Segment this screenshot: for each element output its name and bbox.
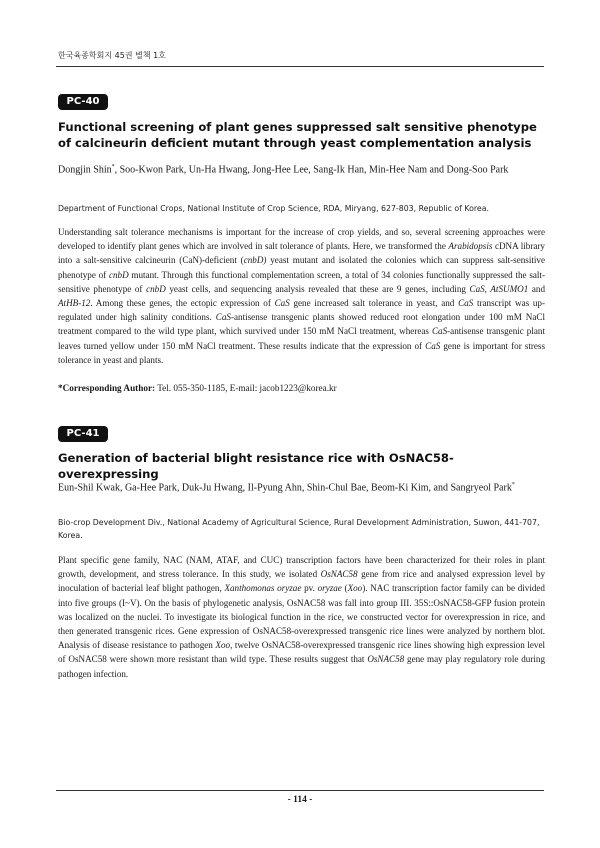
corresponding-author-contact: Tel. 055-350-1185, E-mail: jacob1223@korea.kr (155, 383, 337, 393)
article-abstract: Understanding salt tolerance mechanisms is important for the increase of crop yields, and so, several screening approaches were developed to identify plant genes which are involved in salt tolerance of plants. Here, we transformed the Arabidopsis cDNA library into a salt-sensitive calcineurin (CaN)-deficient (cnbD) yeast mutant and isolated the colonies which can suppress salt-sensitive phenotype of cnbD mutant. Through this functional complementation screen, a total of 34 colonies functionally suppressed the salt-sensitive phenotype of cnbD yeast cells, and sequencing analysis revealed that these are 9 genes, including CaS, AtSUMO1 and AtHB-12. Among these genes, the ectopic expression of CaS gene increased salt tolerance in yeast, and CaS transcript was up-regulated under high salinity conditions. CaS-antisense transgenic plants showed reduced root elongation under 100 mM NaCl treatment compared to the wild type plant, which survived under 150 mM NaCl treatment, whereas CaS-antisense transgenic plant leaves turned yellow under 150 mM NaCl treatment. These results indicate that the expression of CaS gene is important for stress tolerance in yeast and plants. (58, 227, 546, 365)
footer-divider (56, 790, 544, 791)
corresponding-author-label: *Corresponding Author: (58, 383, 156, 393)
journal-header: 한국육종학회지 45권 별책 1호 (58, 51, 166, 60)
article-authors: Eun-Shil Kwak, Ga-Hee Park, Duk-Ju Hwang, Il-Pyung Ahn, Shin-Chul Bae, Beom-Ki Kim, and Sangryeol Park* (58, 482, 515, 494)
article-authors: Dongjin Shin*, Soo-Kwon Park, Un-Ha Hwang, Jong-Hee Lee, Sang-Ik Han, Min-Hee Nam and Dong-Soo Park (58, 164, 509, 176)
article-affiliation: Bio-crop Development Div., National Academy of Agricultural Science, Rural Development Administration, Suwon, 441-707, Korea. (58, 518, 540, 540)
article-code-badge: PC-40 (58, 94, 108, 110)
header-divider (56, 66, 544, 67)
article-abstract: Plant specific gene family, NAC (NAM, ATAF, and CUC) transcription factors have been characterized for their roles in plant growth, development, and stress tolerance. In this study, we isolated OsNAC58 gene from rice and analysed expression level by inoculation of bacterial leaf blight pathogen, Xanthomonas oryzae pv. oryzae (Xoo). NAC transcription factor family can be divided into five groups (I~V). On the basis of phylogenetic analysis, OsNAC58 was fall into group III. 35S::OsNAC58-GFP fusion protein was localized on the nuclei. To investigate its biological function in the rice, we constructed vector for overexpression in rice, and then generated transgenic rices. Gene expression of OsNAC58-overexpressed transgenic rice lines were analyzed by northern blot. Analysis of disease resistance to pathogen Xoo, twelve OsNAC58-overexpressed transgenic rice lines showing high expression level of OsNAC58 were shown more resistant than wild type. These results suggest that OsNAC58 gene may play regulatory role during pathogen infection. (58, 555, 546, 679)
page-number: - 114 - (287, 795, 313, 805)
article-title: Functional screening of plant genes suppressed salt sensitive phenotype of calcineurin deficient mutant through yeast complementation analysis (58, 120, 537, 150)
article-title: Generation of bacterial blight resistance rice with OsNAC58-overexpressing (58, 451, 454, 481)
article-affiliation: Department of Functional Crops, National Institute of Crop Science, RDA, Miryang, 627-803, Republic of Korea. (58, 204, 489, 213)
article-code-badge: PC-41 (58, 426, 108, 442)
corresponding-author (58, 381, 545, 395)
